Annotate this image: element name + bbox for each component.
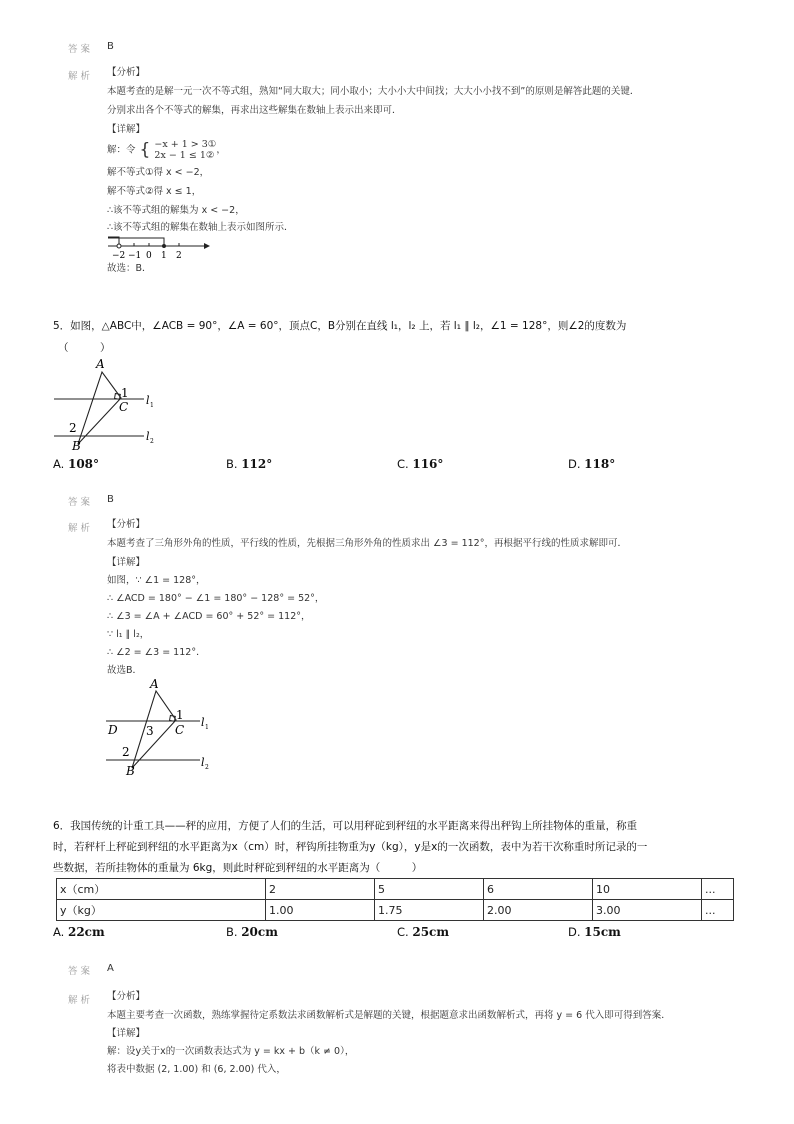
option-b[interactable] <box>226 925 278 939</box>
solution-figure <box>104 676 224 778</box>
line-label-l2: l <box>146 430 150 443</box>
option-value: 25cm <box>412 925 450 939</box>
analysis-label: 解析 <box>68 71 94 82</box>
vertex-label-a: A <box>96 357 105 371</box>
answer-label: 答案 <box>68 44 94 55</box>
option-value: 112° <box>241 457 273 471</box>
option-value: 15cm <box>584 925 621 939</box>
option-letter: D. <box>568 457 581 471</box>
subscript: 2 <box>150 438 154 445</box>
tick-label: 0 <box>146 251 152 261</box>
vertex-label-c: C <box>175 723 185 737</box>
vertex-label-b: B <box>126 764 135 778</box>
option-letter: D. <box>568 925 581 939</box>
solution-ray <box>108 238 164 246</box>
point-label-d: D <box>108 723 118 737</box>
analysis-line: 将表中数据 (2, 1.00) 和 (6, 2.00) 代入， <box>107 1064 286 1075</box>
table-cell: 3.00 <box>593 900 702 921</box>
data-table <box>56 878 734 921</box>
table-cell: y（kg） <box>57 900 266 921</box>
line-label-l1: l <box>201 716 205 729</box>
option-value: 116° <box>412 457 444 471</box>
answer-value: A <box>107 963 114 974</box>
system-suffix: ， <box>216 144 226 156</box>
vertex-label-a: A <box>150 677 159 691</box>
option-value: 20cm <box>241 925 278 939</box>
analysis-line: ∵ l₁ ∥ l₂， <box>107 629 150 640</box>
question-6-text: 时，若秤杆上秤砣到秤纽的水平距离为x（cm）时，秤钩所挂物重为y（kg），y是x的一次函数，表中为若干次称重时所记录的一 <box>53 841 648 853</box>
table-cell: ... <box>702 900 734 921</box>
system-prefix: 解：令 <box>107 144 136 156</box>
analysis-line: 【分析】 <box>107 519 146 530</box>
question-6-text: 6．我国传统的计重工具——秤的应用，方便了人们的生活，可以用秤砣到秤纽的水平距离来得出秤钩上所挂物体的重量，称重 <box>53 820 638 832</box>
tick-label: 1 <box>161 251 167 261</box>
vertex-label-c: C <box>119 400 129 414</box>
subscript: 1 <box>205 724 209 731</box>
option-d[interactable] <box>568 925 621 939</box>
tick-label: −2 <box>112 251 126 261</box>
system-eq1: −x + 1 > 3① <box>154 139 217 150</box>
analysis-line: 【详解】 <box>107 1028 146 1039</box>
option-letter: B. <box>226 457 238 471</box>
solution-line: ∴该不等式组的解集为 x < −2， <box>107 205 245 216</box>
analysis-line: 本题考查了三角形外角的性质，平行线的性质，先根据三角形外角的性质求出 ∠3 = 112°，再根据平行线的性质求解即可． <box>107 538 627 549</box>
angle-label-1: 1 <box>121 386 129 400</box>
analysis-line: 故选B． <box>107 665 143 676</box>
option-letter: A. <box>53 925 65 939</box>
triangle-abc <box>132 691 176 768</box>
question-5-figure <box>52 356 164 452</box>
table-cell: 10 <box>593 879 702 900</box>
option-d[interactable] <box>568 457 615 471</box>
table-row <box>57 879 734 900</box>
option-letter: C. <box>397 457 409 471</box>
analysis-line: 如图，∵ ∠1 = 128°， <box>107 575 206 586</box>
solution-line: 解不等式②得 x ≤ 1， <box>107 186 202 197</box>
question-6-text: 些数据，若所挂物体的重量为 6kg，则此时秤砣到秤纽的水平距离为（ ） <box>53 862 423 874</box>
option-value: 22cm <box>67 925 105 939</box>
angle-label-3: 3 <box>146 724 154 738</box>
arrow-icon <box>204 243 210 249</box>
option-a[interactable] <box>53 925 105 939</box>
analysis-line: ∴ ∠2 = ∠3 = 112°． <box>107 647 206 658</box>
brace-icon: { <box>139 139 151 160</box>
analysis-line: 【详解】 <box>107 124 146 135</box>
inequality-system <box>107 139 226 161</box>
option-value: 108° <box>67 457 100 471</box>
tick-label: 2 <box>176 251 182 261</box>
option-letter: B. <box>226 925 238 939</box>
line-label-l2: l <box>201 756 205 769</box>
option-value: 118° <box>584 457 616 471</box>
table-cell: ... <box>702 879 734 900</box>
number-line-figure <box>104 232 214 262</box>
table-cell: x（cm） <box>57 879 266 900</box>
option-c[interactable] <box>397 925 449 939</box>
analysis-line: ∴ ∠3 = ∠A + ∠ACD = 60° + 52° = 112°， <box>107 611 311 622</box>
closed-point <box>162 244 166 248</box>
answer-value: B <box>107 494 114 505</box>
angle-label-2: 2 <box>122 745 130 759</box>
analysis-line: 解：设y关于x的一次函数表达式为 y = kx + b（k ≠ 0）， <box>107 1046 355 1057</box>
analysis-line: 【详解】 <box>107 557 146 568</box>
conclusion: 故选：B． <box>107 263 152 274</box>
subscript: 1 <box>150 402 154 409</box>
line-label-l1: l <box>146 394 150 407</box>
analysis-line: 【分析】 <box>107 991 146 1002</box>
option-letter: C. <box>397 925 409 939</box>
table-cell: 1.00 <box>266 900 375 921</box>
triangle-abc <box>78 372 121 444</box>
tick-label: −1 <box>128 251 142 261</box>
question-5-blank: （ ） <box>58 342 111 354</box>
analysis-line: 本题主要考查一次函数，熟练掌握待定系数法求函数解析式是解题的关键，根据题意求出函数解析式，再将 y = 6 代入即可得到答案． <box>107 1010 671 1021</box>
vertex-label-b: B <box>72 439 81 452</box>
analysis-label: 解析 <box>68 995 94 1006</box>
option-c[interactable] <box>397 457 443 471</box>
option-letter: A. <box>53 457 65 471</box>
angle-label-1: 1 <box>176 708 184 722</box>
question-5-text: 5．如图，△ABC中，∠ACB = 90°，∠A = 60°，顶点C，B分别在直线 l₁，l₂ 上，若 l₁ ∥ l₂，∠1 = 128°，则∠2的度数为 <box>53 320 627 332</box>
table-cell: 2.00 <box>484 900 593 921</box>
answer-value: B <box>107 41 114 52</box>
option-b[interactable] <box>226 457 272 471</box>
table-cell: 6 <box>484 879 593 900</box>
table-cell: 5 <box>375 879 484 900</box>
solution-line: ∴该不等式组的解集在数轴上表示如图所示． <box>107 222 294 233</box>
table-row <box>57 900 734 921</box>
analysis-line: 【分析】 <box>107 67 146 78</box>
analysis-line: ∴ ∠ACD = 180° − ∠1 = 180° − 128° = 52°， <box>107 593 325 604</box>
table-cell: 2 <box>266 879 375 900</box>
answer-label: 答案 <box>68 966 94 977</box>
answer-label: 答案 <box>68 497 94 508</box>
analysis-line: 分别求出各个不等式的解集，再求出这些解集在数轴上表示出来即可． <box>107 105 402 116</box>
open-point <box>117 244 121 248</box>
table-cell: 1.75 <box>375 900 484 921</box>
system-eq2: 2x − 1 ≤ 1② <box>154 150 215 161</box>
option-a[interactable] <box>53 457 99 471</box>
analysis-label: 解析 <box>68 523 94 534</box>
angle-label-2: 2 <box>69 421 77 435</box>
analysis-line: 本题考查的是解一元一次不等式组，熟知“同大取大；同小取小；大小小大中间找；大大小小找不到”的原则是解答此题的关键． <box>107 86 640 97</box>
subscript: 2 <box>205 764 209 771</box>
solution-line: 解不等式①得 x < −2， <box>107 167 210 178</box>
